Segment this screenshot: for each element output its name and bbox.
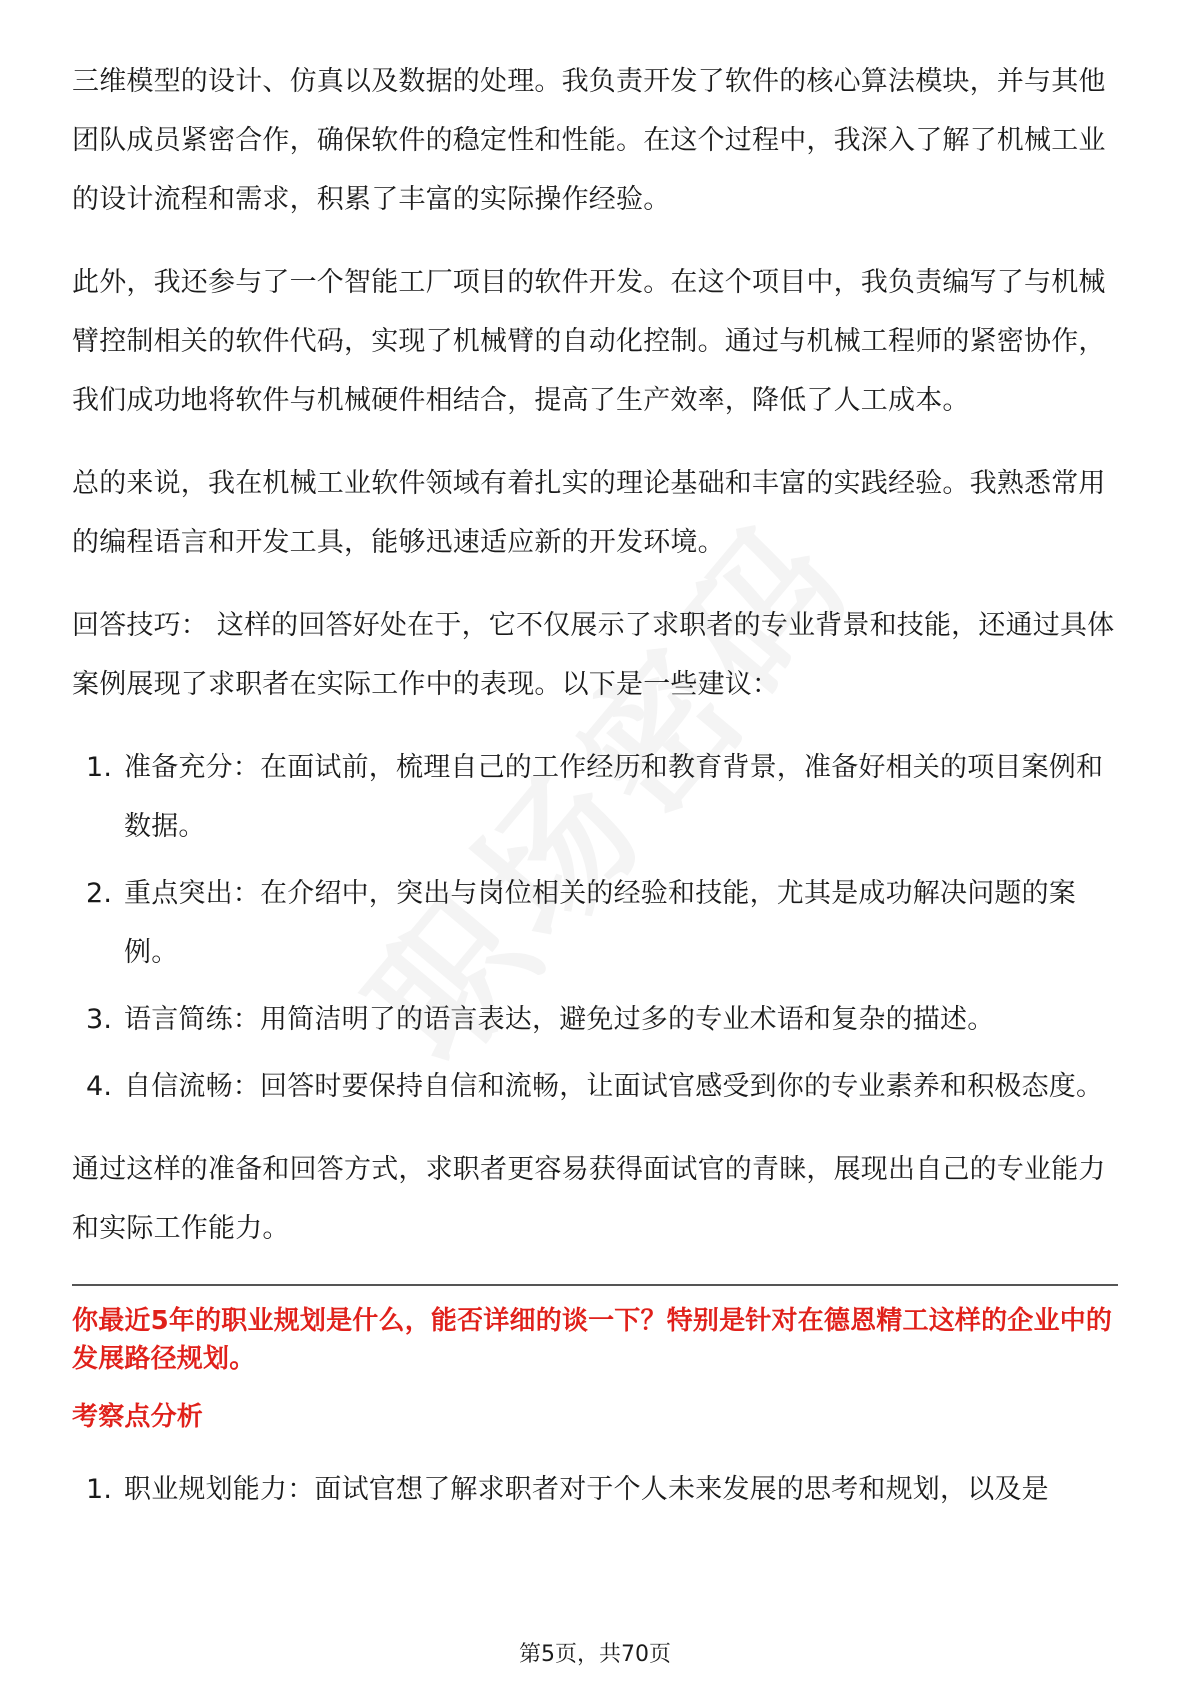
- list-item: [72, 1460, 1118, 1519]
- list-number: 4.: [86, 1071, 113, 1102]
- list-item-text: 职业规划能力：面试官想了解求职者对于个人未来发展的思考和规划，以及是: [124, 1474, 1049, 1505]
- paragraph: 总的来说，我在机械工业软件领域有着扎实的理论基础和丰富的实践经验。我熟悉常用的编程语言和开发工具，能够迅速适应新的开发环境。: [72, 468, 1106, 558]
- list-number: 1.: [86, 752, 113, 783]
- list-item: [72, 990, 1118, 1049]
- document-body: [72, 52, 1118, 1543]
- list-item: [72, 864, 1118, 982]
- list-item: [72, 738, 1118, 856]
- list-item-text: 自信流畅：回答时要保持自信和流畅，让面试官感受到你的专业素养和积极态度。: [124, 1071, 1104, 1102]
- list-item-text: 语言简练：用简洁明了的语言表达，避免过多的专业术语和复杂的描述。: [124, 1004, 995, 1035]
- page-number: 第5页，共70页: [519, 1642, 671, 1667]
- paragraph: 此外，我还参与了一个智能工厂项目的软件开发。在这个项目中，我负责编写了与机械臂控制相关的软件代码，实现了机械臂的自动化控制。通过与机械工程师的紧密协作，我们成功地将软件与机械硬件相结合，提高了生产效率，降低了人工成本。: [72, 267, 1106, 416]
- list-number: 3.: [86, 1004, 113, 1035]
- closing-paragraph: 通过这样的准备和回答方式，求职者更容易获得面试官的青睐，展现出自己的专业能力和实际工作能力。: [72, 1154, 1106, 1244]
- interview-question: 你最近5年的职业规划是什么，能否详细的谈一下？特别是针对在德恩精工这样的企业中的发展路径规划。: [72, 1306, 1113, 1374]
- list-item: [72, 1057, 1118, 1116]
- analysis-list: [72, 1460, 1118, 1519]
- section-divider: [72, 1284, 1118, 1286]
- tips-list: [72, 738, 1118, 1116]
- list-item-text: 准备充分：在面试前，梳理自己的工作经历和教育背景，准备好相关的项目案例和数据。: [124, 752, 1104, 842]
- paragraph: 三维模型的设计、仿真以及数据的处理。我负责开发了软件的核心算法模块，并与其他团队成员紧密合作，确保软件的稳定性和性能。在这个过程中，我深入了解了机械工业的设计流程和需求，积累了丰富的实际操作经验。: [72, 66, 1106, 215]
- list-number: 2.: [86, 878, 113, 909]
- analysis-heading: 考察点分析: [72, 1402, 204, 1432]
- list-item-text: 重点突出：在介绍中，突出与岗位相关的经验和技能，尤其是成功解决问题的案例。: [124, 878, 1076, 968]
- answer-tips-intro: 回答技巧： 这样的回答好处在于，它不仅展示了求职者的专业背景和技能，还通过具体案例展现了求职者在实际工作中的表现。以下是一些建议：: [72, 610, 1115, 700]
- list-number: 1.: [86, 1474, 113, 1505]
